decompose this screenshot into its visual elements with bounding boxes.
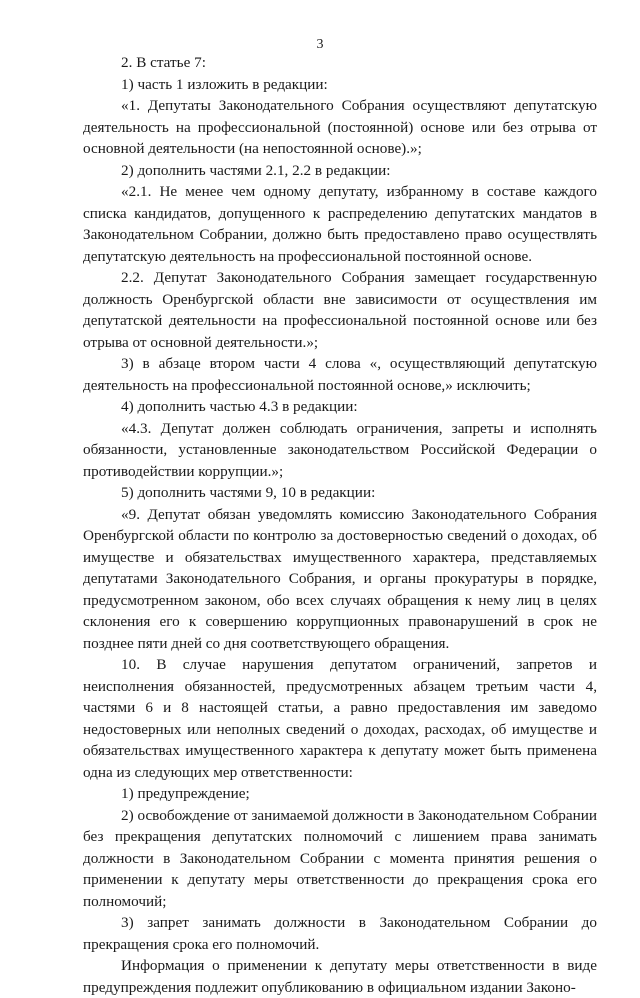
paragraph-part-2-1: «2.1. Не менее чем одному депутату, избранному в составе каждого списка кандидатов, допущенного к распределению депутатских мандатов в Законодательном Собрании, должно быть предоставлено право осуществлять депутатскую деятельность на профессиональной постоянной основе. [83, 183, 597, 265]
paragraph-item-5: 5) дополнить частями 9, 10 в редакции: [121, 484, 376, 501]
paragraph-part-10: 10. В случае нарушения депутатом ограничений, запретов и неисполнения обязанностей, предусмотренных абзацем третьим части 4, частями 6 и 8 настоящей статьи, а равно предоставления им заведомо недостоверных или неполных сведений о доходах, расходах, об имуществе и обязательствах имущественного характера к депутату может быть применена одна из следующих мер ответственности: [83, 656, 597, 781]
paragraph-item-3: 3) в абзаце втором части 4 слова «, осуществляющий депутатскую деятельность на профессиональной постоянной основе,» исключить; [83, 355, 597, 394]
paragraph-publication-info: Информация о применении к депутату меры ответственности в виде предупреждения подлежит опубликованию в официальном издании Законо- [83, 957, 597, 996]
paragraph-article-7-heading: 2. В статье 7: [121, 54, 206, 71]
paragraph-part-1-text: «1. Депутаты Законодательного Собрания осуществляют депутатскую деятельность на профессиональной (постоянной) основе или без отрыва от основной деятельности (на непостоянной основе).»; [83, 97, 597, 157]
paragraph-item-2: 2) дополнить частями 2.1, 2.2 в редакции: [121, 161, 391, 179]
paragraph-item-4: 4) дополнить частью 4.3 в редакции: [121, 398, 358, 415]
paragraph-part-2-2: 2.2. Депутат Законодательного Собрания замещает государственную должность Оренбургской области вне зависимости от осуществления им депутатской деятельности на профессиональной постоянной основе или без отрыва от основной деятельности.»; [83, 269, 597, 351]
paragraph-measure-1: 1) предупреждение; [121, 785, 250, 802]
paragraph-part-9: «9. Депутат обязан уведомлять комиссию Законодательного Собрания Оренбургской области по контролю за достоверностью сведений о доходах, об имуществе и обязательствах имущественного характера, представляемых депутатами Законодательного Собрания, и органы прокуратуры в порядке, предусмотренном законом, обо всех случаях обращения к нему лиц в целях склонения его к совершению коррупционных правонарушений в срок не позднее пяти дней со дня соответствующего обращения. [83, 505, 597, 652]
paragraph-measure-2: 2) освобождение от занимаемой должности в Законодательном Собрании без прекращения депутатских полномочий с лишением права занимать должности в Законодательном Собрании с момента принятия решения о применении к депутату меры ответственности до прекращения срока его полномочий; [83, 806, 597, 910]
document-body [83, 52, 597, 998]
page-number: 3 [316, 37, 324, 52]
paragraph-measure-3: 3) запрет занимать должности в Законодательном Собрании до прекращения срока его полномочий. [83, 914, 597, 953]
paragraph-part-4-3: «4.3. Депутат должен соблюдать ограничения, запреты и исполнять обязанности, установленные законодательством Российской Федерации о противодействии коррупции.»; [83, 419, 597, 480]
paragraph-item-1: 1) часть 1 изложить в редакции: [121, 75, 328, 93]
